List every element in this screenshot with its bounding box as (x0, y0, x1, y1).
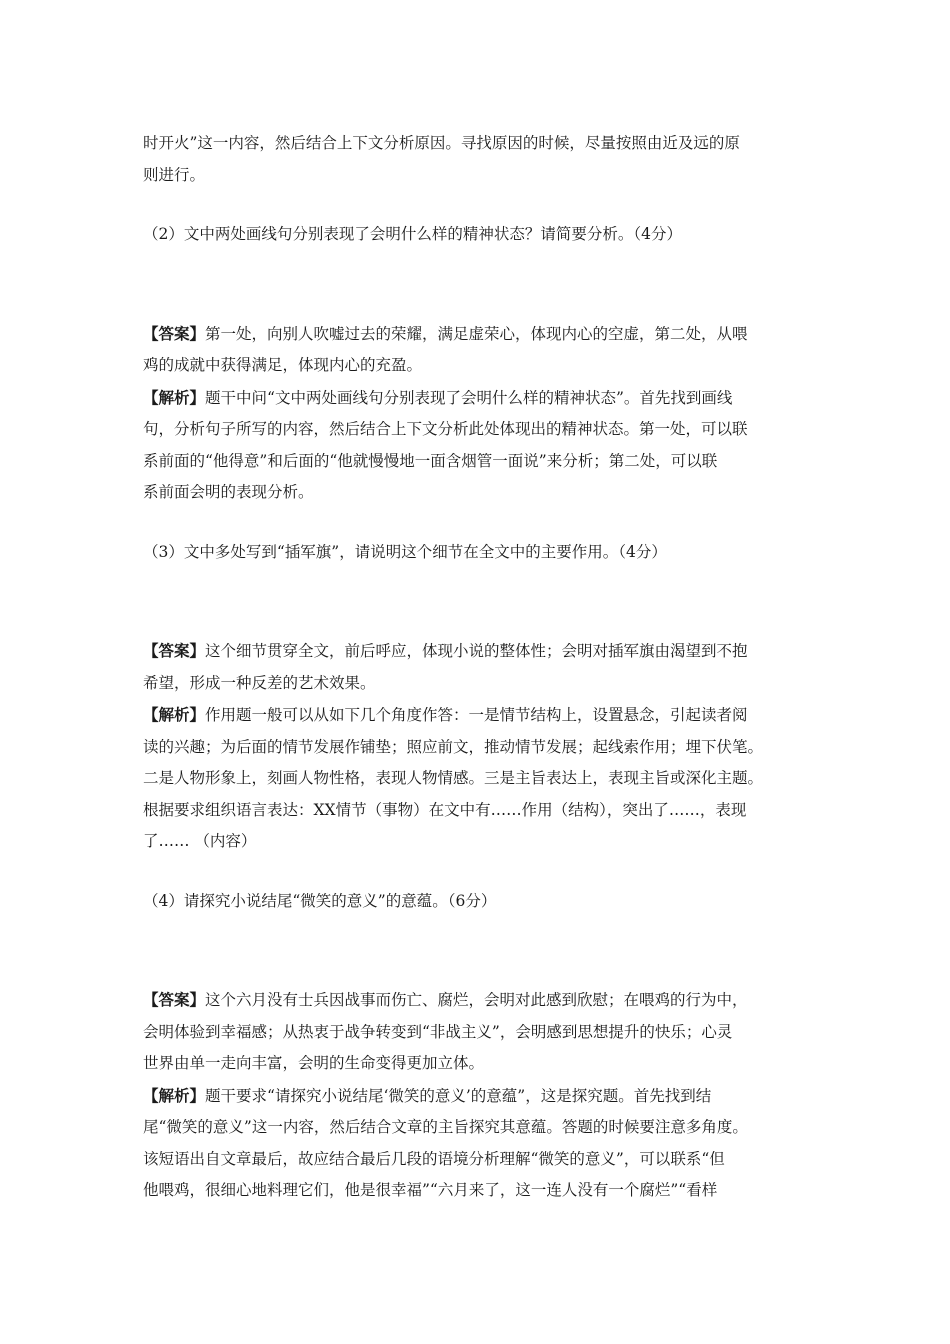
intro-line-2: 则进行。 (143, 165, 206, 184)
q2-analysis-line-2: 句，分析句子所写的内容，然后结合上下文分析此处体现出的精神状态。第一处，可以联 (143, 420, 748, 438)
q3-analysis-line-5: 了…… （内容） (143, 832, 257, 850)
q4-analysis-line-3: 该短语出自文章最后，故应结合最后几段的语境分析理解“微笑的意义”，可以联系“但 (143, 1149, 725, 1168)
answer-tag: 【答案】 (143, 323, 206, 343)
q3-analysis-line-1 (143, 699, 811, 732)
question-4: （4）请探究小说结尾“微笑的意义”的意蕴。（6分） (143, 891, 497, 910)
q2-answer-line-1 (143, 318, 811, 351)
analysis-tag: 【解析】 (143, 387, 206, 407)
q3-analysis-text: 作用题一般可以从如下几个角度作答：一是情节结构上，设置悬念，引起读者阅 (205, 706, 748, 724)
q4-answer-line-1 (143, 984, 811, 1017)
q3-answer-line-2: 希望，形成一种反差的艺术效果。 (143, 673, 376, 692)
analysis-tag: 【解析】 (143, 1085, 206, 1105)
question-3: （3）文中多处写到“插军旗”，请说明这个细节在全文中的主要作用。（4分） (143, 542, 667, 561)
intro-line-1: 时开火”这一内容，然后结合上下文分析原因。寻找原因的时候，尽量按照由近及远的原 (143, 134, 740, 152)
analysis-tag: 【解析】 (143, 705, 206, 724)
q2-answer-text: 第一处，向别人吹嘘过去的荣耀，满足虚荣心，体现内心的空虚，第二处，从喂 (205, 324, 748, 343)
q4-answer-text: 这个六月没有士兵因战事而伤亡、腐烂，会明对此感到欣慰；在喂鸡的行为中， (205, 991, 748, 1009)
q3-answer-text: 这个细节贯穿全文，前后呼应，体现小说的整体性；会明对插军旗由渴望到不抱 (205, 642, 748, 660)
q4-analysis-line-4: 他喂鸡，很细心地料理它们，他是很幸福”“六月来了，这一连人没有一个腐烂”“看样 (143, 1181, 718, 1199)
q4-answer-line-3: 世界由单一走向丰富，会明的生命变得更加立体。 (143, 1054, 485, 1072)
q3-analysis-line-3: 二是人物形象上，刻画人物性格，表现人物情感。三是主旨表达上，表现主旨或深化主题。 (143, 769, 764, 787)
q3-analysis-line-4: 根据要求组织语言表达：XX情节（事物）在文中有……作用（结构），突出了……，表现 (143, 800, 747, 819)
q2-analysis-text: 题干中问“文中两处画线句分别表现了会明什么样的精神状态”。首先找到画线 (205, 388, 733, 407)
q4-analysis-line-2: 尾“微笑的意义”这一内容，然后结合文章的主旨探究其意蕴。答题的时候要注意多角度。 (143, 1118, 748, 1136)
q4-answer-line-2: 会明体验到幸福感；从热衷于战争转变到“非战主义”，会明感到思想提升的快乐；心灵 (143, 1022, 733, 1041)
answer-tag: 【答案】 (143, 990, 206, 1009)
q4-analysis-text: 题干要求“请探究小说结尾‘微笑的意义’的意蕴”，这是探究题。首先找到结 (205, 1086, 712, 1105)
q4-analysis-line-1 (143, 1080, 811, 1113)
q3-analysis-line-2: 读的兴趣；为后面的情节发展作铺垫；照应前文，推动情节发展；起线索作用；埋下伏笔。 (143, 737, 764, 756)
q2-answer-line-2: 鸡的成就中获得满足，体现内心的充盈。 (143, 356, 423, 374)
q2-analysis-line-1 (143, 382, 811, 415)
q3-answer-line-1 (143, 635, 811, 668)
answer-tag: 【答案】 (143, 641, 206, 660)
document-page (143, 128, 811, 1207)
q2-analysis-line-3: 系前面的“他得意”和后面的“他就慢慢地一面含烟管一面说”来分析；第二处，可以联 (143, 451, 718, 470)
q2-analysis-line-4: 系前面会明的表现分析。 (143, 483, 314, 501)
question-2: （2）文中两处画线句分别表现了会明什么样的精神状态？请简要分析。（4分） (143, 225, 682, 243)
